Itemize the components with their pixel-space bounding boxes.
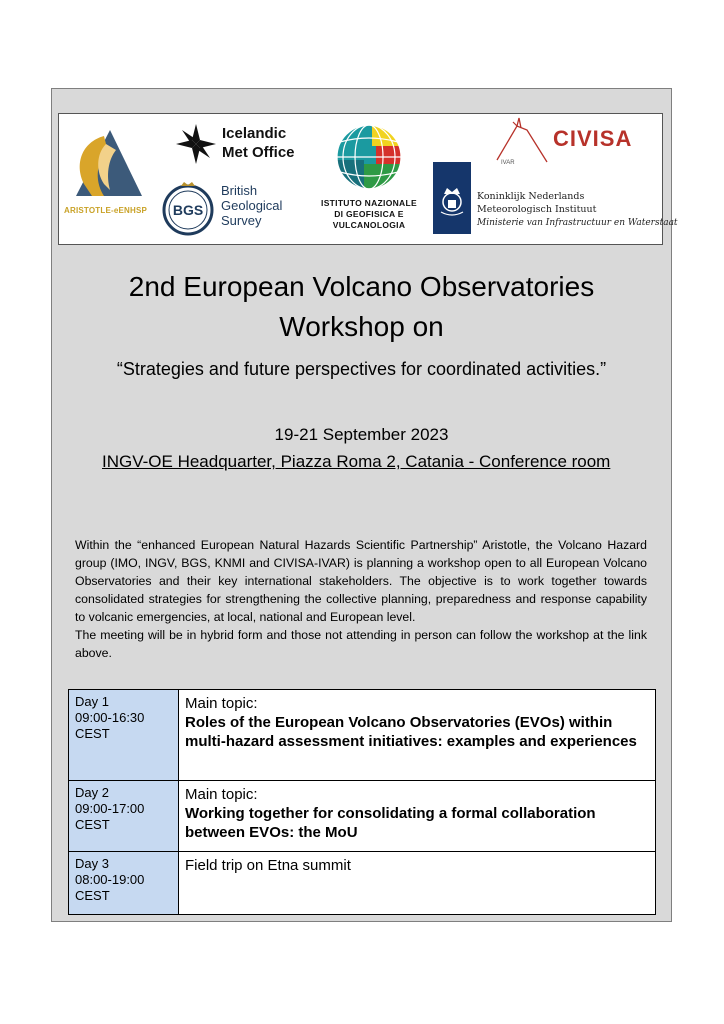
ingv-name-line2: DI GEOFISICA E VULCANOLOGIA <box>332 209 406 230</box>
day-timezone: CEST <box>75 888 110 903</box>
ingv-globe-icon <box>304 120 434 194</box>
title-line1: 2nd European Volcano Observatories <box>128 271 595 302</box>
bgs-crest-icon <box>159 180 217 236</box>
bgs-name-line2: Geological <box>221 198 283 213</box>
workshop-date: 19-21 September 2023 <box>274 425 449 444</box>
knmi-ministry-line: Ministerie van Infrastructuur en Waterstaat <box>477 218 678 228</box>
ingv-logo <box>304 120 434 238</box>
day-time: 09:00-17:00 <box>75 801 145 816</box>
imo-name-line2: Met Office <box>222 144 295 161</box>
workshop-description <box>75 536 647 662</box>
topic-heading: Main topic: <box>185 695 258 712</box>
workshop-venue: INGV-OE Headquarter, Piazza Roma 2, Catania - Conference room <box>102 452 611 471</box>
ivar-volcano-icon <box>491 116 555 166</box>
imo-name-line1: Icelandic <box>222 125 287 142</box>
ingv-name-line1: ISTITUTO NAZIONALE <box>321 198 417 208</box>
topic-heading: Main topic: <box>185 786 258 803</box>
day-cell <box>69 852 179 915</box>
civisa-logo <box>491 116 656 166</box>
knmi-name-line1: Koninklijk Nederlands <box>477 191 585 202</box>
day-timezone: CEST <box>75 726 110 741</box>
day-time: 09:00-16:30 <box>75 710 145 725</box>
bgs-name-line1: British <box>221 183 258 198</box>
bgs-logo <box>159 180 299 238</box>
imo-name <box>222 124 295 162</box>
knmi-name-line2: Meteorologisch Instituut <box>477 204 597 215</box>
topic-title: Working together for consolidating a formal collaboration between EVOs: the MoU <box>185 805 596 841</box>
topic-cell <box>179 852 656 915</box>
topic-title: Roles of the European Volcano Observatories (EVOs) within multi-hazard assessment initiatives: examples and experiences <box>185 714 637 750</box>
dutch-crest-icon <box>433 162 471 234</box>
knmi-logo <box>433 162 678 238</box>
partner-logos-banner <box>58 113 678 245</box>
schedule-table <box>68 689 656 915</box>
flyer-panel <box>51 88 678 922</box>
day-label: Day 2 <box>75 785 109 800</box>
imo-logo <box>174 122 309 170</box>
topic-cell <box>179 690 656 781</box>
aristotle-logo <box>62 124 154 216</box>
bgs-badge-text: BGS <box>172 202 204 218</box>
ivar-label: IVAR <box>501 160 515 166</box>
bgs-name <box>221 183 282 228</box>
day-timezone: CEST <box>75 817 110 832</box>
day-label: Day 3 <box>75 856 109 871</box>
aristotle-emblem-icon <box>62 124 154 206</box>
topic-cell <box>179 781 656 852</box>
schedule-row-day3 <box>69 852 656 915</box>
day-cell <box>69 690 179 781</box>
description-paragraph-2: The meeting will be in hybrid form and those not attending in person can follow the workshop at the link above. <box>75 628 647 660</box>
title-line2: Workshop on <box>279 311 444 342</box>
description-paragraph-1: Within the “enhanced European Natural Hazards Scientific Partnership” Aristotle, the Volcano Hazard group (IMO, INGV, BGS, KNMI and CIVISA-IVAR) is planning a workshop open to all European Volcano Observatories and their key international stakeholders. The objective is to work together towards consolidated strategies for strengthening the collective planning, preparedness and response capability to volcanic emergencies, at local, national and European level. <box>75 538 647 624</box>
ingv-name <box>304 198 434 231</box>
schedule-row-day1 <box>69 690 656 781</box>
knmi-name <box>477 190 678 230</box>
day-label: Day 1 <box>75 694 109 709</box>
workshop-title <box>52 267 671 347</box>
imo-star-icon <box>174 122 218 166</box>
aristotle-label: ARISTOTLE-eENHSP <box>64 206 148 215</box>
schedule-row-day2 <box>69 781 656 852</box>
day-cell <box>69 781 179 852</box>
topic-heading: Field trip on Etna summit <box>185 857 351 874</box>
bgs-name-line3: Survey <box>221 213 262 228</box>
civisa-name: CIVISA <box>553 126 633 151</box>
day-time: 08:00-19:00 <box>75 872 145 887</box>
workshop-subtitle: “Strategies and future perspectives for coordinated activities.” <box>116 359 607 379</box>
